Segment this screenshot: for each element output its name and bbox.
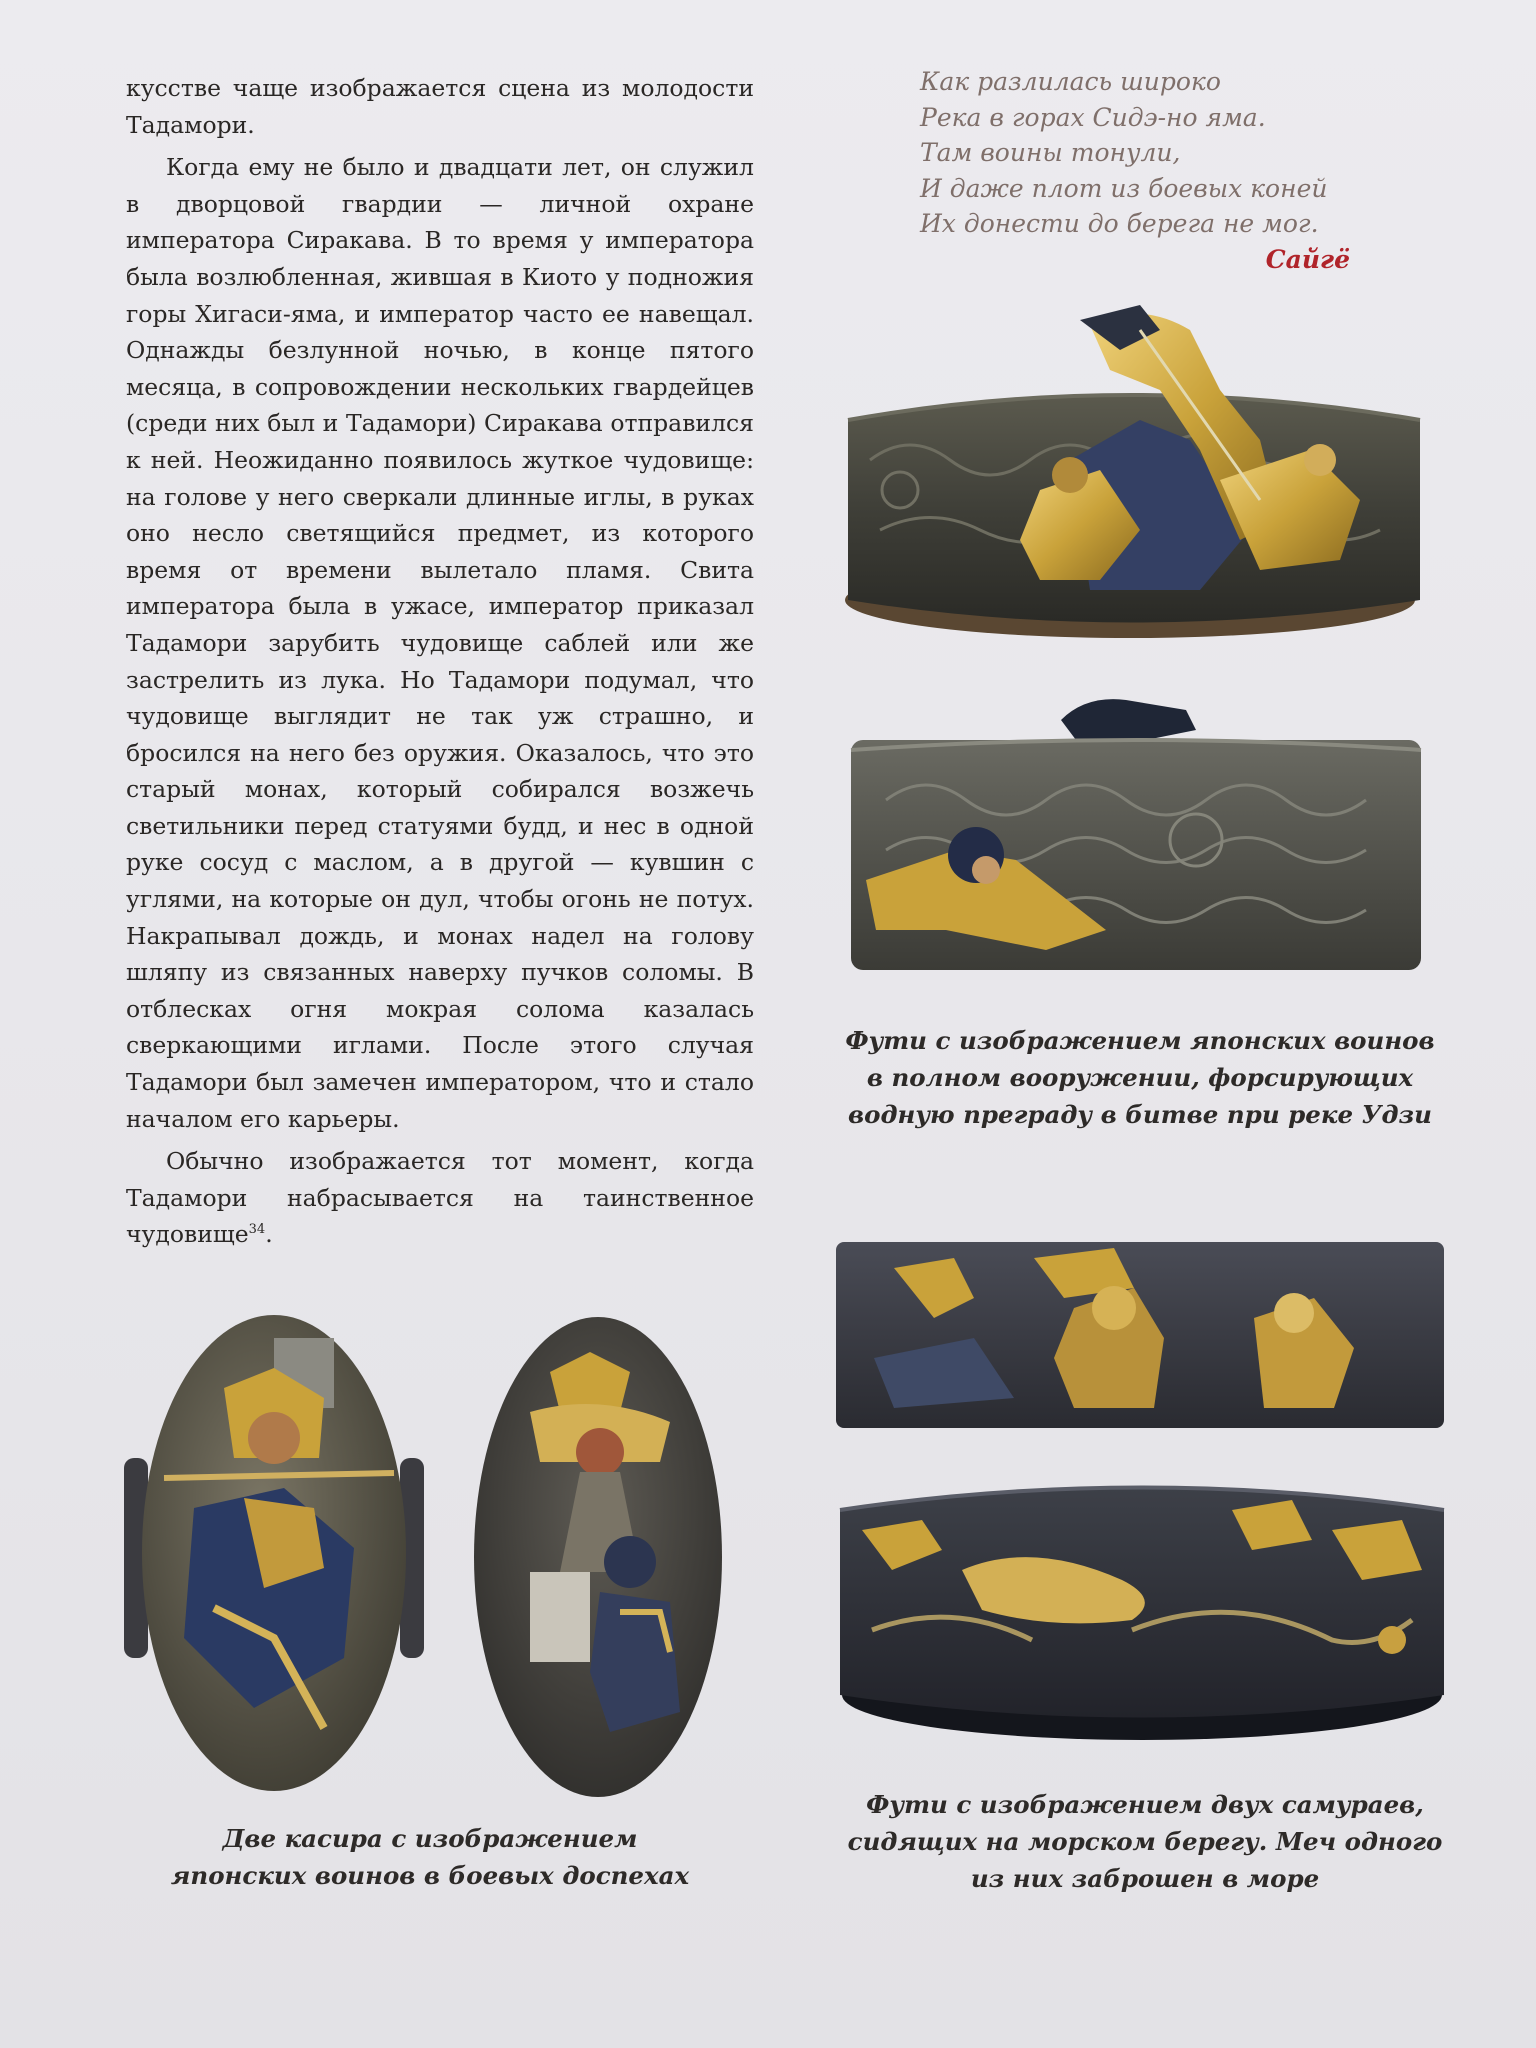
- caption-line: Две касира с изображением: [222, 1824, 638, 1853]
- poem-line: Как разлилась широко: [920, 67, 1221, 96]
- poem: [920, 64, 1380, 277]
- fuchi-sea-shore-photo: [832, 1470, 1452, 1750]
- footnote-marker: 34: [248, 1222, 266, 1238]
- paragraph-1: кусстве чаще изображается сцена из молодости Тадамори.: [126, 74, 754, 139]
- paragraph-3: Обычно изображается тот момент, когда Тадамори набрасывается на таинственное чудовище$^{34}$.: [126, 1147, 754, 1249]
- poem-author: Сайгё: [1265, 244, 1350, 274]
- poem-line: Их донести до берега не мог.: [920, 209, 1319, 238]
- paragraph-3-text: Обычно изображается тот момент, когда Тадамори набрасывается на таинственное чудовище: [126, 1147, 754, 1249]
- fuchi-swimming-warrior-photo: [846, 690, 1426, 980]
- caption-line: водную преграду в битве при реке Удзи: [848, 1100, 1432, 1129]
- poem-line: Река в горах Сидэ-но яма.: [920, 102, 1266, 132]
- body-text-column: [126, 70, 754, 1253]
- caption-fuchi-samurai: [818, 1786, 1472, 1897]
- caption-line: Фути с изображением японских воинов: [845, 1026, 1435, 1055]
- caption-line: Фути с изображением двух самураев,: [866, 1790, 1424, 1819]
- fuchi-horse-warriors-photo: [840, 300, 1430, 660]
- caption-fuchi-warriors: [820, 1022, 1460, 1133]
- paragraph-2: Когда ему не было и двадцати лет, он служил в дворцовой гвардии — личной охране императора Сиракава. В то время у императора была возлюбленная, жившая в Киото у подножия горы Хигаси-яма, и император часто ее навещал. Однажды безлунной ночью, в конце пятого месяца, в сопровождении нескольких гвардейцев (среди них был и Тадамори) Сиракава отправился к ней. Неожиданно появилось жуткое чудовище: на голове у него сверкали длинные иглы, в руках оно несло светящийся предмет, из которого время от времени вылетало пламя. Свита императора была в ужасе, император приказал Тадамори зарубить чудовище саблей или же застрелить из лука. Но Тадамори подумал, что чудовище выглядит не так уж страшно, и бросился на него без оружия. Оказалось, что это старый монах, который собирался возжечь светильники перед статуями будд, и нес в одной руке сосуд с маслом, а в другой — кувшин с углями, на которые он дул, чтобы огонь не потух. Накрапывал дождь, и монах надел на голову шляпу из связанных наверху пучков соломы. В отблесках огня мокрая солома казалась сверкающими иглами. После этого случая Тадамори был замечен императором, что и стало началом его карьеры.: [126, 153, 754, 1133]
- poem-line: Там воины тонули,: [920, 138, 1181, 167]
- caption-line: из них заброшен в море: [970, 1864, 1320, 1893]
- poem-line: И даже плот из боевых коней: [920, 173, 1328, 203]
- kashira-elder-and-youth-photo: [470, 1312, 726, 1802]
- caption-kashira-pair: [120, 1820, 740, 1894]
- caption-line: сидящих на морском берегу. Меч одного: [847, 1827, 1443, 1856]
- fuchi-samurai-band-photo: [834, 1238, 1446, 1434]
- caption-line: в полном вооружении, форсирующих: [866, 1063, 1414, 1092]
- kashira-armored-warrior-photo: [124, 1308, 424, 1808]
- caption-line: японских воинов в боевых доспехах: [170, 1861, 690, 1890]
